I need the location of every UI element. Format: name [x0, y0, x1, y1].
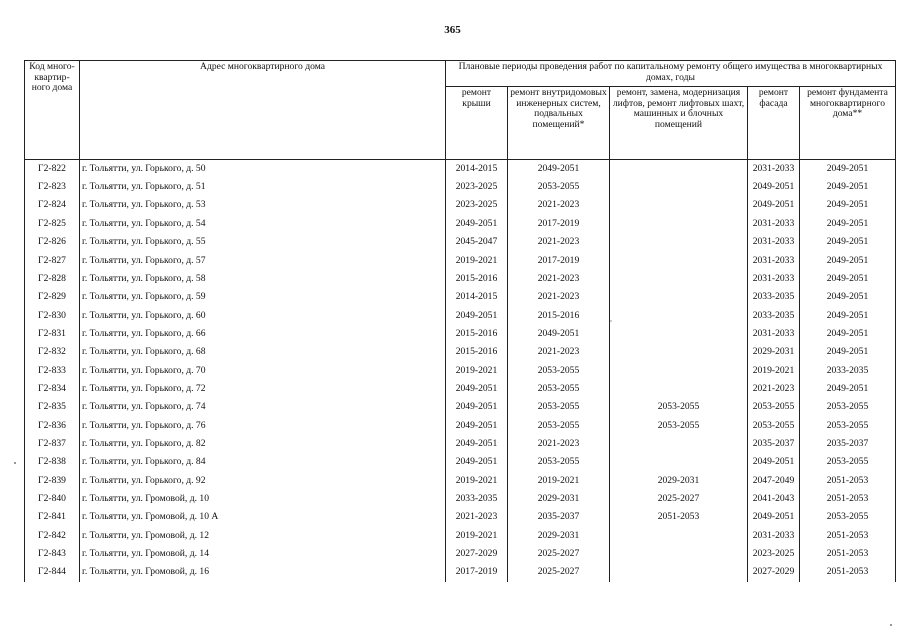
cell-foundation: 2035-2037 — [800, 435, 896, 453]
cell-code: Г2-839 — [25, 472, 80, 490]
page-number: 365 — [444, 24, 461, 36]
table-row — [25, 160, 896, 179]
cell-address: г. Тольятти, ул. Горького, д. 70 — [80, 362, 446, 380]
cell-internal: 2021-2023 — [508, 288, 610, 306]
table-row — [25, 252, 896, 270]
table-row — [25, 490, 896, 508]
cell-foundation: 2051-2053 — [800, 527, 896, 545]
cell-internal: 2017-2019 — [508, 215, 610, 233]
cell-code: Г2-828 — [25, 270, 80, 288]
cell-facade: 2031-2033 — [748, 270, 800, 288]
cell-foundation: 2049-2051 — [800, 233, 896, 251]
cell-foundation: 2049-2051 — [800, 197, 896, 215]
cell-roof: 2027-2029 — [446, 545, 508, 563]
header-periods: Плановые периоды проведения работ по капитальному ремонту общего имущества в многоквартирных домах, годы — [446, 61, 896, 87]
cell-code: Г2-832 — [25, 343, 80, 361]
cell-internal: 2035-2037 — [508, 509, 610, 527]
cell-facade: 2049-2051 — [748, 454, 800, 472]
header-roof: ремонт крыши — [446, 87, 508, 160]
cell-internal: 2015-2016 — [508, 307, 610, 325]
cell-roof: 2019-2021 — [446, 472, 508, 490]
cell-facade: 2029-2031 — [748, 343, 800, 361]
cell-facade: 2053-2055 — [748, 417, 800, 435]
cell-address: г. Тольятти, ул. Горького, д. 53 — [80, 197, 446, 215]
cell-address: г. Тольятти, ул. Горького, д. 84 — [80, 454, 446, 472]
cell-lifts: 2053-2055 — [610, 417, 748, 435]
cell-roof: 2019-2021 — [446, 527, 508, 545]
cell-roof: 2049-2051 — [446, 380, 508, 398]
cell-code: Г2-837 — [25, 435, 80, 453]
cell-roof: 2015-2016 — [446, 270, 508, 288]
cell-facade: 2021-2023 — [748, 380, 800, 398]
cell-lifts — [610, 362, 748, 380]
cell-roof: 2049-2051 — [446, 398, 508, 416]
cell-code: Г2-836 — [25, 417, 80, 435]
cell-address: г. Тольятти, ул. Горького, д. 68 — [80, 343, 446, 361]
cell-roof: 2049-2051 — [446, 454, 508, 472]
cell-foundation: 2049-2051 — [800, 343, 896, 361]
cell-roof: 2014-2015 — [446, 288, 508, 306]
cell-lifts — [610, 343, 748, 361]
cell-internal: 2021-2023 — [508, 435, 610, 453]
table-row — [25, 545, 896, 563]
cell-code: Г2-840 — [25, 490, 80, 508]
cell-address: г. Тольятти, ул. Горького, д. 60 — [80, 307, 446, 325]
cell-address: г. Тольятти, ул. Горького, д. 82 — [80, 435, 446, 453]
cell-facade: 2031-2033 — [748, 325, 800, 343]
cell-address: г. Тольятти, ул. Громовой, д. 16 — [80, 564, 446, 582]
cell-facade: 2027-2029 — [748, 564, 800, 582]
table-row — [25, 362, 896, 380]
cell-foundation: 2049-2051 — [800, 215, 896, 233]
cell-internal: 2053-2055 — [508, 398, 610, 416]
cell-foundation: 2051-2053 — [800, 490, 896, 508]
table-header — [25, 61, 896, 160]
table-row — [25, 307, 896, 325]
cell-lifts — [610, 252, 748, 270]
table-row — [25, 197, 896, 215]
cell-code: Г2-822 — [25, 160, 80, 179]
cell-address: г. Тольятти, ул. Горького, д. 74 — [80, 398, 446, 416]
cell-foundation: 2053-2055 — [800, 509, 896, 527]
table-row — [25, 325, 896, 343]
cell-internal: 2053-2055 — [508, 362, 610, 380]
cell-internal: 2029-2031 — [508, 490, 610, 508]
table-row — [25, 454, 896, 472]
cell-code: Г2-826 — [25, 233, 80, 251]
cell-internal: 2021-2023 — [508, 233, 610, 251]
cell-facade: 2031-2033 — [748, 215, 800, 233]
cell-lifts: 2025-2027 — [610, 490, 748, 508]
cell-address: г. Тольятти, ул. Горького, д. 76 — [80, 417, 446, 435]
cell-facade: 2049-2051 — [748, 178, 800, 196]
cell-lifts — [610, 545, 748, 563]
cell-code: Г2-823 — [25, 178, 80, 196]
cell-roof: 2049-2051 — [446, 307, 508, 325]
cell-foundation: 2049-2051 — [800, 380, 896, 398]
cell-address: г. Тольятти, ул. Громовой, д. 12 — [80, 527, 446, 545]
cell-address: г. Тольятти, ул. Громовой, д. 10 — [80, 490, 446, 508]
cell-foundation: 2049-2051 — [800, 307, 896, 325]
cell-foundation: 2049-2051 — [800, 270, 896, 288]
cell-internal: 2053-2055 — [508, 454, 610, 472]
cell-code: Г2-844 — [25, 564, 80, 582]
table-row — [25, 343, 896, 361]
cell-roof: 2049-2051 — [446, 435, 508, 453]
cell-facade: 2031-2033 — [748, 160, 800, 179]
table-row — [25, 435, 896, 453]
cell-lifts — [610, 380, 748, 398]
capital-repair-schedule-table — [24, 60, 896, 582]
cell-code: Г2-824 — [25, 197, 80, 215]
cell-lifts — [610, 325, 748, 343]
cell-lifts — [610, 160, 748, 179]
table-row — [25, 398, 896, 416]
cell-foundation: 2049-2051 — [800, 252, 896, 270]
cell-code: Г2-843 — [25, 545, 80, 563]
table-row — [25, 233, 896, 251]
cell-facade: 2053-2055 — [748, 398, 800, 416]
cell-code: Г2-842 — [25, 527, 80, 545]
cell-address: г. Тольятти, ул. Горького, д. 66 — [80, 325, 446, 343]
table-row — [25, 527, 896, 545]
cell-facade: 2031-2033 — [748, 527, 800, 545]
cell-code: Г2-827 — [25, 252, 80, 270]
cell-facade: 2019-2021 — [748, 362, 800, 380]
cell-lifts — [610, 454, 748, 472]
scan-speck — [890, 624, 892, 626]
table-row — [25, 270, 896, 288]
cell-foundation: 2033-2035 — [800, 362, 896, 380]
table-body — [25, 160, 896, 582]
cell-address: г. Тольятти, ул. Горького, д. 92 — [80, 472, 446, 490]
cell-code: Г2-830 — [25, 307, 80, 325]
cell-foundation: 2053-2055 — [800, 398, 896, 416]
cell-lifts: 2029-2031 — [610, 472, 748, 490]
cell-internal: 2053-2055 — [508, 417, 610, 435]
cell-foundation: 2053-2055 — [800, 417, 896, 435]
cell-internal: 2017-2019 — [508, 252, 610, 270]
cell-roof: 2019-2021 — [446, 252, 508, 270]
cell-roof: 2023-2025 — [446, 178, 508, 196]
cell-internal: 2049-2051 — [508, 325, 610, 343]
cell-address: г. Тольятти, ул. Громовой, д. 10 А — [80, 509, 446, 527]
cell-internal: 2053-2055 — [508, 178, 610, 196]
cell-lifts — [610, 233, 748, 251]
cell-internal: 2021-2023 — [508, 343, 610, 361]
table-row — [25, 178, 896, 196]
table-row — [25, 509, 896, 527]
cell-foundation: 2049-2051 — [800, 178, 896, 196]
cell-internal: 2019-2021 — [508, 472, 610, 490]
table-row — [25, 472, 896, 490]
cell-facade: 2023-2025 — [748, 545, 800, 563]
cell-foundation: 2051-2053 — [800, 472, 896, 490]
cell-code: Г2-835 — [25, 398, 80, 416]
cell-address: г. Тольятти, ул. Горького, д. 57 — [80, 252, 446, 270]
cell-roof: 2021-2023 — [446, 509, 508, 527]
cell-code: Г2-833 — [25, 362, 80, 380]
cell-facade: 2047-2049 — [748, 472, 800, 490]
cell-address: г. Тольятти, ул. Громовой, д. 14 — [80, 545, 446, 563]
table-row — [25, 417, 896, 435]
cell-lifts — [610, 197, 748, 215]
table-row — [25, 288, 896, 306]
cell-lifts — [610, 215, 748, 233]
cell-internal: 2053-2055 — [508, 380, 610, 398]
cell-roof: 2049-2051 — [446, 215, 508, 233]
cell-facade: 2049-2051 — [748, 509, 800, 527]
table-row — [25, 564, 896, 582]
cell-roof: 2045-2047 — [446, 233, 508, 251]
cell-lifts: 2053-2055 — [610, 398, 748, 416]
cell-roof: 2019-2021 — [446, 362, 508, 380]
scan-speck — [14, 462, 16, 464]
cell-facade: 2035-2037 — [748, 435, 800, 453]
cell-lifts — [610, 527, 748, 545]
cell-facade: 2041-2043 — [748, 490, 800, 508]
cell-roof: 2015-2016 — [446, 325, 508, 343]
table-row — [25, 215, 896, 233]
header-facade: ремонт фасада — [748, 87, 800, 160]
header-lifts: ремонт, замена, модернизация лифтов, ремонт лифтовых шахт, машинных и блочных помещений — [610, 87, 748, 160]
cell-lifts — [610, 288, 748, 306]
cell-address: г. Тольятти, ул. Горького, д. 72 — [80, 380, 446, 398]
cell-code: Г2-831 — [25, 325, 80, 343]
cell-internal: 2049-2051 — [508, 160, 610, 179]
cell-lifts — [610, 564, 748, 582]
cell-address: г. Тольятти, ул. Горького, д. 55 — [80, 233, 446, 251]
cell-code: Г2-841 — [25, 509, 80, 527]
table-row — [25, 380, 896, 398]
cell-foundation: 2049-2051 — [800, 325, 896, 343]
cell-facade: 2033-2035 — [748, 307, 800, 325]
cell-lifts — [610, 270, 748, 288]
cell-lifts: 2051-2053 — [610, 509, 748, 527]
cell-internal: 2025-2027 — [508, 564, 610, 582]
cell-foundation: 2049-2051 — [800, 288, 896, 306]
cell-roof: 2049-2051 — [446, 417, 508, 435]
cell-roof: 2017-2019 — [446, 564, 508, 582]
cell-address: г. Тольятти, ул. Горького, д. 54 — [80, 215, 446, 233]
cell-roof: 2033-2035 — [446, 490, 508, 508]
header-foundation: ремонт фундамента многоквартирного дома** — [800, 87, 896, 160]
header-code: Код много-квартир-ного дома — [25, 61, 80, 160]
cell-facade: 2031-2033 — [748, 252, 800, 270]
cell-foundation: 2053-2055 — [800, 454, 896, 472]
header-address: Адрес многоквартирного дома — [80, 61, 446, 160]
cell-address: г. Тольятти, ул. Горького, д. 58 — [80, 270, 446, 288]
cell-lifts — [610, 178, 748, 196]
cell-roof: 2014-2015 — [446, 160, 508, 179]
cell-roof: 2015-2016 — [446, 343, 508, 361]
cell-code: Г2-825 — [25, 215, 80, 233]
cell-code: Г2-829 — [25, 288, 80, 306]
cell-address: г. Тольятти, ул. Горького, д. 51 — [80, 178, 446, 196]
cell-facade: 2031-2033 — [748, 233, 800, 251]
cell-foundation: 2051-2053 — [800, 564, 896, 582]
cell-internal: 2021-2023 — [508, 270, 610, 288]
cell-code: Г2-838 — [25, 454, 80, 472]
cell-code: Г2-834 — [25, 380, 80, 398]
cell-foundation: 2051-2053 — [800, 545, 896, 563]
cell-lifts — [610, 307, 748, 325]
scan-speck — [610, 320, 612, 322]
cell-internal: 2025-2027 — [508, 545, 610, 563]
cell-facade: 2033-2035 — [748, 288, 800, 306]
cell-facade: 2049-2051 — [748, 197, 800, 215]
cell-foundation: 2049-2051 — [800, 160, 896, 179]
cell-internal: 2021-2023 — [508, 197, 610, 215]
cell-lifts — [610, 435, 748, 453]
cell-address: г. Тольятти, ул. Горького, д. 59 — [80, 288, 446, 306]
header-internal-systems: ремонт внутридомовых инженерных систем, подвальных помещений* — [508, 87, 610, 160]
cell-internal: 2029-2031 — [508, 527, 610, 545]
cell-roof: 2023-2025 — [446, 197, 508, 215]
cell-address: г. Тольятти, ул. Горького, д. 50 — [80, 160, 446, 179]
